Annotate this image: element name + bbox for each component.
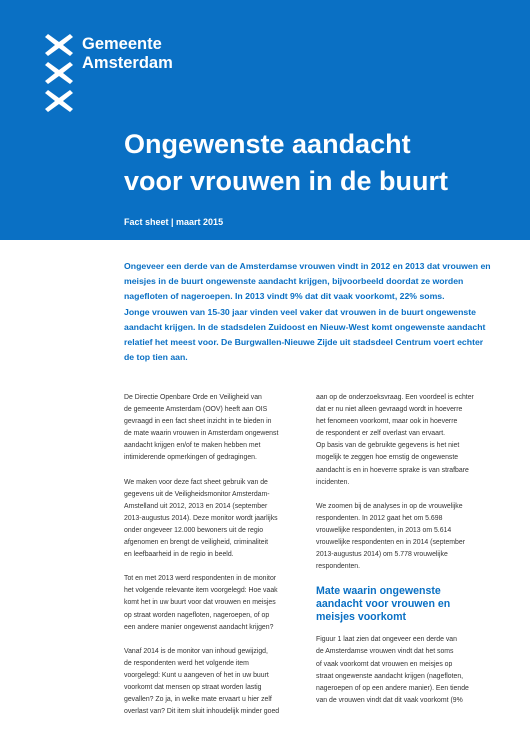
body-paragraph: Op basis van de gebruikte gegevens is het niet mogelijk te zeggen hoe ernstig de ongewenste aandacht is en in hoeverre sprake is van strafbare incidenten. <box>316 442 469 486</box>
body-paragraph: De Directie Openbare Orde en Veiligheid van de gemeente Amsterdam (OOV) heeft aan OIS gevraagd in een fact sheet inzicht in te bieden in de mate waarin vrouwen in Amsterdam ongewenst aandacht krijgen en/of te maken hebben met intimiderende opmerkingen of gedragingen. <box>124 394 279 462</box>
section-heading: Mate waarin ongewenste aandacht voor vrouwen en meisjes voorkomt <box>316 585 451 624</box>
title-line2: voor vrouwen in de buurt <box>124 166 449 196</box>
subtitle: Fact sheet | maart 2015 <box>124 217 224 227</box>
body-column-right <box>316 392 501 719</box>
x-icon <box>44 33 74 57</box>
lead-text-1: Ongeveer een derde van de Amsterdamse vrouwen vindt in 2012 en 2013 dat vrouwen en meisjes in de buurt ongewenste aandacht krijgen, bijvoorbeeld doordat ze worden nagefloten of nageroepen. In 2013 vindt 9% dat dit vaak voorkomt, 22% soms. <box>124 261 491 302</box>
body-column-left <box>124 392 309 730</box>
body-paragraph: aan op de onderzoeksvraag. Een voordeel is echter dat er nu niet alleen gevraagd wordt in hoeverre het fenomeen voorkomt, maar ook in hoeverre de respondent er zelf overlast van ervaart. <box>316 394 474 438</box>
org-name <box>82 35 173 73</box>
org-name-line2: Amsterdam <box>82 54 173 72</box>
body-paragraph: We zoomen bij de analyses in op de vrouwelijke respondenten. In 2012 gaat het om 5.698 vrouwelijke respondenten, in 2013 om 5.614 vrouwelijke respondenten en in 2014 (september 2013-augustus 2014) om 5.778 vrouwelijke respondenten. <box>316 502 466 571</box>
amsterdam-logo <box>44 33 80 117</box>
org-name-line1: Gemeente <box>82 35 162 53</box>
body-paragraph: We maken voor deze fact sheet gebruik van de gegevens uit de Veiligheidsmonitor Amsterdam- Amstelland uit 2012, 2013 en 2014 (september 2013-augustus 2014). Deze monitor wordt jaarlijks onder ongeveer 12.000 bewoners uit de regio afgenomen en brengt de veiligheid, criminaliteit en leefbaarheid in de regio in beeld. <box>124 478 278 559</box>
x-icon <box>44 89 74 113</box>
lead-text-2: Jonge vrouwen van 15-30 jaar vinden veel vaker dat vrouwen in de buurt ongewenste aandacht krijgen. In de stadsdelen Zuidoost en Nieuw-West komt ongewenste aandacht relatief het meest voor. De Burgwallen-Nieuwe Zijde uit stadsdeel Centrum voert echter de top tien aan. <box>124 306 486 363</box>
body-paragraph: Tot en met 2013 werd respondenten in de monitor het volgende relevante item voorgelegd: Hoe vaak komt het in uw buurt voor dat vrouwen en meisjes op straat worden nagefloten, nageroepen, of op een andere manier ongewenst aandacht krijgen? <box>124 575 278 631</box>
body-paragraph: Vanaf 2014 is de monitor van inhoud gewijzigd, de respondenten werd het volgende item voorgelegd: Kunt u aangeven of het in uw buurt voorkomt dat mensen op straat worden lastig gevallen? Zo ja, in welke mate ervaart u hier zelf overlast van? Dit item sluit inhoudelijk minder goed <box>124 647 280 716</box>
page-title <box>124 126 448 200</box>
header-banner <box>0 0 530 240</box>
x-icon <box>44 61 74 85</box>
lead-paragraph <box>124 259 494 365</box>
title-line1: Ongewenste aandacht <box>124 129 411 159</box>
body-paragraph: Figuur 1 laat zien dat ongeveer een derde van de Amsterdamse vrouwen vindt dat het soms of vaak voorkomt dat vrouwen en meisjes op straat ongewenste aandacht krijgen (nagefloten, nageroepen of op een andere manier). Een tiende van de vrouwen vindt dat dit vaak voorkomt (9% <box>316 636 469 704</box>
